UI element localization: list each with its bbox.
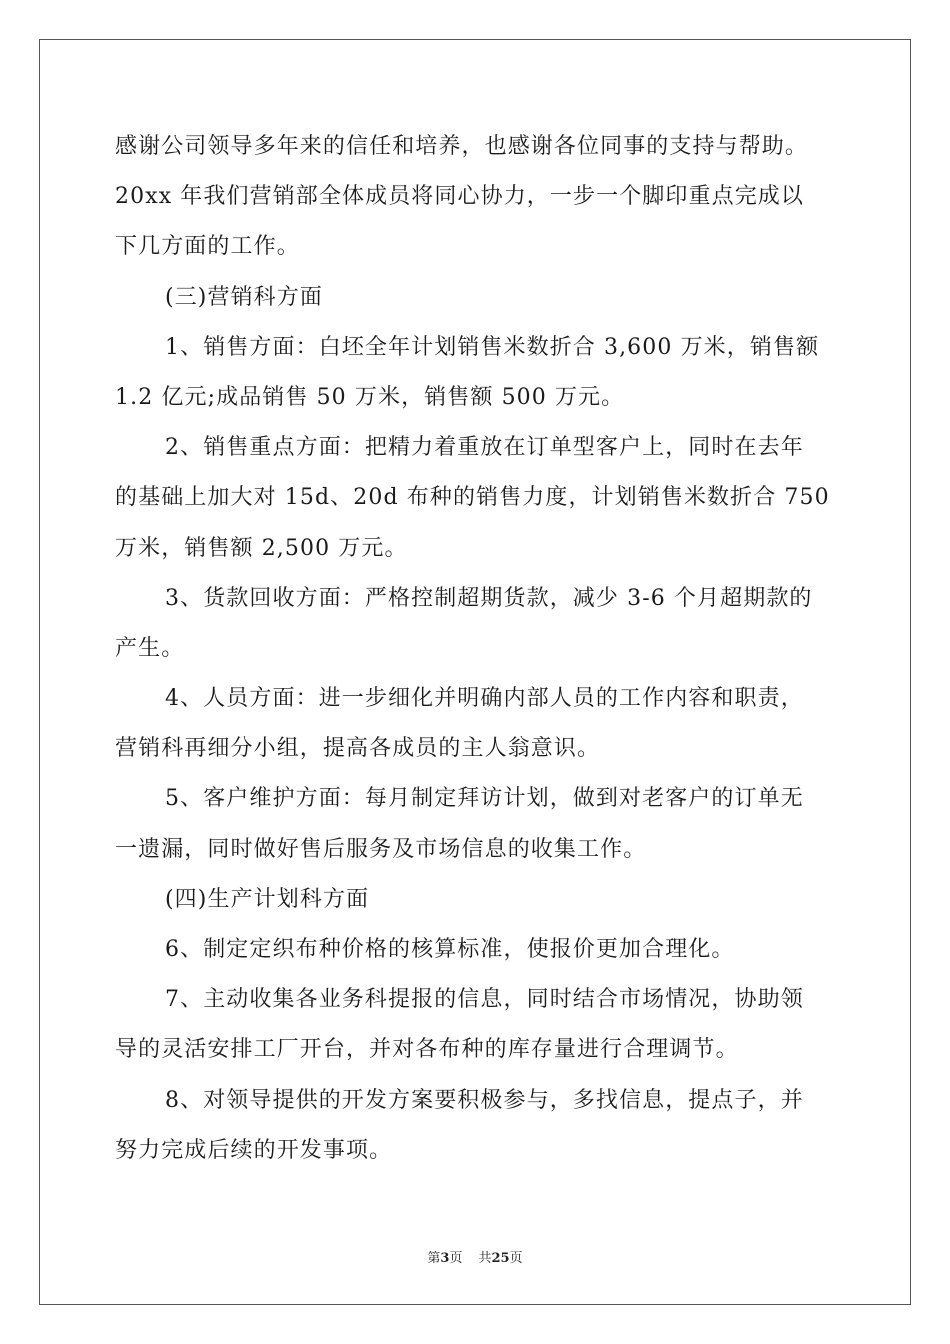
total-suffix: 页 [509,1251,523,1266]
text-line: 导的灵活安排工厂开台，并对各布种的库存量进行合理调节。 [115,1037,739,1063]
section-heading: (三)营销科方面 [165,284,323,310]
text-line: 努力完成后续的开发事项。 [115,1137,393,1163]
text-line: 产生。 [115,635,185,661]
text-line: 万米，销售额 2,500 万元。 [115,535,408,561]
text-line: 7、主动收集各业务科提报的信息，同时结合市场情况，协助领 [165,987,804,1013]
text-line: 6、制定定织布种价格的核算标准，使报价更加合理化。 [165,937,735,962]
text-line: 5、客户维护方面：每月制定拜访计划，做到对老客户的订单无 [165,786,804,812]
total-prefix: 共 [478,1251,492,1266]
text-line: 3、货款回收方面：严格控制超期货款，减少 3-6 个月超期款的 [165,585,813,611]
text-line: 营销科再细分小组，提高各成员的主人翁意识。 [115,736,601,762]
section-heading: (四)生产计划科方面 [165,886,370,912]
text-line: 的基础上加大对 15d、20d 布种的销售力度，计划销售米数折合 750 [115,485,830,511]
text-line: 1、销售方面：白坯全年计划销售米数折合 3,600 万米，销售额 [165,334,820,360]
page-footer [0,1247,950,1266]
page-number: 3 [440,1251,450,1266]
text-line: 2、销售重点方面：把精力着重放在订单型客户上，同时在去年 [165,435,804,461]
text-line: 1.2 亿元;成品销售 50 万米，销售额 500 万元。 [115,384,625,410]
total-pages: 25 [491,1251,510,1266]
page-prefix: 第 [427,1251,441,1266]
text-line: 20xx 年我们营销部全体成员将同心协力，一步一个脚印重点完成以 [115,184,805,210]
text-line: 8、对领导提供的开发方案要积极参与，多找信息，提点子，并 [165,1087,804,1113]
page-suffix: 页 [449,1251,463,1266]
text-line: 下几方面的工作。 [115,234,300,260]
text-line: 一遗漏，同时做好售后服务及市场信息的收集工作。 [115,836,647,862]
text-line: 感谢公司领导多年来的信任和培养，也感谢各位同事的支持与帮助。 [115,134,809,159]
document-body [115,122,840,1176]
text-line: 4、人员方面：进一步细化并明确内部人员的工作内容和职责， [165,686,804,712]
